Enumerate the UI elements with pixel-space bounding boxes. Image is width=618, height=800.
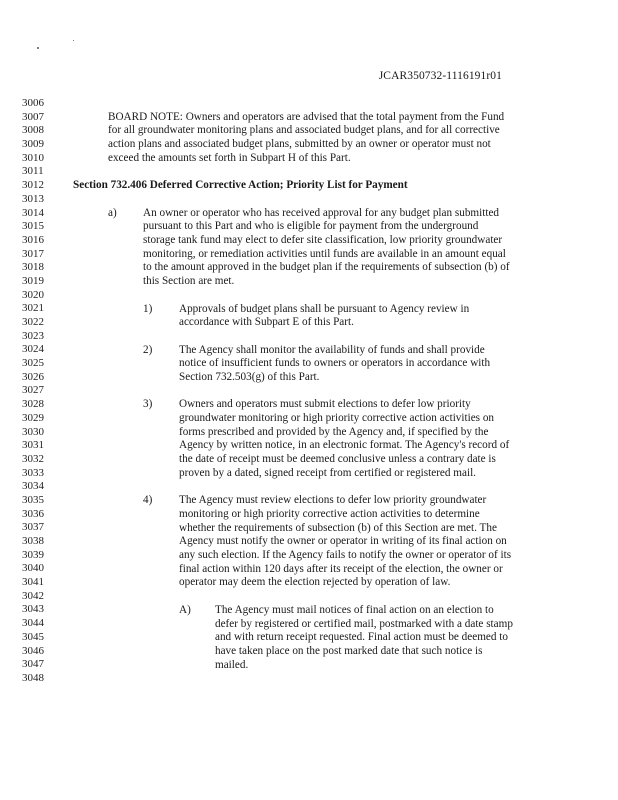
board-note — [108, 111, 504, 166]
line-number: 3030 — [22, 425, 44, 438]
item-4a-line: defer by registered or certified mail, postmarked with a date stamp — [215, 617, 513, 630]
section-heading: Section 732.406 Deferred Corrective Action; Priority List for Payment — [73, 179, 408, 192]
line-number: 3022 — [22, 316, 44, 328]
subsection-a-line: this Section are met. — [143, 275, 235, 288]
line-number: 3025 — [22, 357, 44, 370]
line-number: 3045 — [22, 630, 44, 643]
line-number: 3046 — [22, 644, 44, 657]
line-number: 3040 — [22, 562, 44, 575]
document-id: JCAR350732-1116191r01 — [378, 70, 502, 82]
line-number: 3024 — [22, 343, 44, 356]
board-note-line: exceed the amounts set forth in Subpart H of this Part. — [108, 151, 351, 164]
item-4a-text — [215, 604, 513, 672]
item-4a-line: and with return receipt requested. Final action must be deemed to — [215, 631, 508, 644]
line-number: 3037 — [22, 521, 44, 534]
subsection-a-line: monitoring, or remediation activities until funds are available in an amount equal — [143, 247, 506, 260]
subsection-a-line: An owner or operator who has received approval for any budget plan submitted — [143, 206, 500, 219]
board-note-line: BOARD NOTE: Owners and operators are advised that the total payment from the Fund — [108, 110, 505, 123]
line-number: 3027 — [22, 384, 44, 397]
line-numbers — [22, 97, 58, 686]
line-number: 3023 — [22, 329, 44, 342]
line-number: 3032 — [22, 452, 44, 465]
line-number: 3036 — [22, 507, 44, 520]
item-3-label: 3) — [143, 398, 153, 411]
item-3-text — [179, 398, 509, 480]
subsection-a-line: storage tank fund may elect to defer site classification, low priority groundwater — [143, 233, 503, 246]
line-number: 3015 — [22, 220, 44, 233]
item-3-line: Agency by written notice, in an electronic format. The Agency's record of — [179, 439, 510, 452]
item-2-text — [179, 344, 490, 385]
line-number: 3017 — [22, 247, 44, 260]
item-4-line: final action within 120 days after its receipt of the election, the owner or — [179, 562, 503, 575]
item-3-line: forms prescribed and provided by the Agency and, if specified by the — [179, 425, 489, 438]
item-4-line: whether the requirements of subsection (b) of this Section are met. The — [179, 521, 497, 534]
subsection-a-label: a) — [108, 206, 117, 219]
item-1-line: Approvals of budget plans shall be pursuant to Agency review in — [179, 302, 470, 315]
line-number: 3013 — [22, 192, 44, 205]
line-number: 3008 — [22, 124, 44, 137]
line-number: 3039 — [22, 548, 44, 561]
line-number: 3034 — [22, 480, 44, 493]
line-number: 3020 — [22, 288, 44, 301]
line-number: 3028 — [22, 398, 44, 411]
line-number: 3011 — [22, 165, 44, 178]
item-3-line: Owners and operators must submit elections to defer low priority — [179, 398, 471, 411]
item-2-line: Section 732.503(g) of this Part. — [179, 370, 320, 383]
line-number: 3018 — [22, 261, 44, 274]
line-number: 3026 — [22, 370, 44, 383]
line-number: 3033 — [22, 466, 44, 479]
item-4a-line: The Agency must mail notices of final action on an election to — [215, 603, 494, 616]
line-number: 3029 — [22, 411, 44, 424]
item-1-line: accordance with Subpart E of this Part. — [179, 316, 354, 329]
item-4-line: The Agency must review elections to defer low priority groundwater — [179, 494, 487, 507]
item-1-text — [179, 303, 469, 330]
item-2-label: 2) — [143, 343, 153, 356]
board-note-line: action plans and associated budget plans, submitted by an owner or operator must not — [108, 138, 491, 151]
line-number: 3044 — [22, 617, 44, 630]
line-number: 3014 — [22, 206, 44, 219]
item-4-line: any such election. If the Agency fails to notify the owner or operator of its — [179, 549, 512, 562]
line-number: 3048 — [22, 671, 44, 684]
item-4-line: monitoring or high priority corrective action activities to determine — [179, 507, 480, 520]
line-number: 3041 — [22, 576, 44, 589]
item-4-text — [179, 494, 511, 590]
subsection-a-text — [143, 207, 510, 289]
item-4-line: operator may deem the election rejected by operation of law. — [179, 576, 451, 589]
line-number: 3009 — [22, 138, 44, 151]
subsection-a-line: pursuant to this Part and who is eligible for payment from the underground — [143, 220, 479, 233]
subsection-a-line: to the amount approved in the budget plan if the requirements of subsection (b) of — [143, 261, 510, 274]
item-4a-label: A) — [179, 603, 191, 616]
line-number: 3035 — [22, 493, 44, 506]
item-3-line: proven by a dated, signed receipt from certified or registered mail. — [179, 466, 476, 479]
item-4-label: 4) — [143, 494, 153, 507]
item-4-line: Agency must notify the owner or operator in writing of its final action on — [179, 535, 507, 548]
line-number: 3006 — [22, 97, 44, 109]
line-number: 3021 — [22, 302, 44, 315]
line-number: 3043 — [22, 603, 44, 616]
item-3-line: the date of receipt must be deemed conclusive unless a contrary date is — [179, 453, 496, 466]
board-note-line: for all groundwater monitoring plans and associated budget plans, and for all corrective — [108, 124, 500, 137]
item-3-line: groundwater monitoring or high priority corrective action activities on — [179, 412, 495, 425]
item-1-label: 1) — [143, 302, 153, 315]
line-number: 3031 — [22, 439, 44, 452]
item-2-line: The Agency shall monitor the availability of funds and shall provide — [179, 343, 485, 356]
line-number: 3007 — [22, 110, 44, 123]
line-number: 3010 — [22, 151, 44, 164]
item-2-line: notice of insufficient funds to owners or operators in accordance with — [179, 357, 491, 370]
line-number: 3038 — [22, 535, 44, 547]
line-number: 3012 — [22, 179, 44, 192]
line-number: 3016 — [22, 233, 44, 246]
item-4a-line: mailed. — [215, 658, 249, 671]
line-number: 3047 — [22, 658, 44, 671]
line-number: 3042 — [22, 589, 44, 602]
item-4a-line: have taken place on the post marked date that such notice is — [215, 644, 483, 657]
line-number: 3019 — [22, 274, 44, 287]
